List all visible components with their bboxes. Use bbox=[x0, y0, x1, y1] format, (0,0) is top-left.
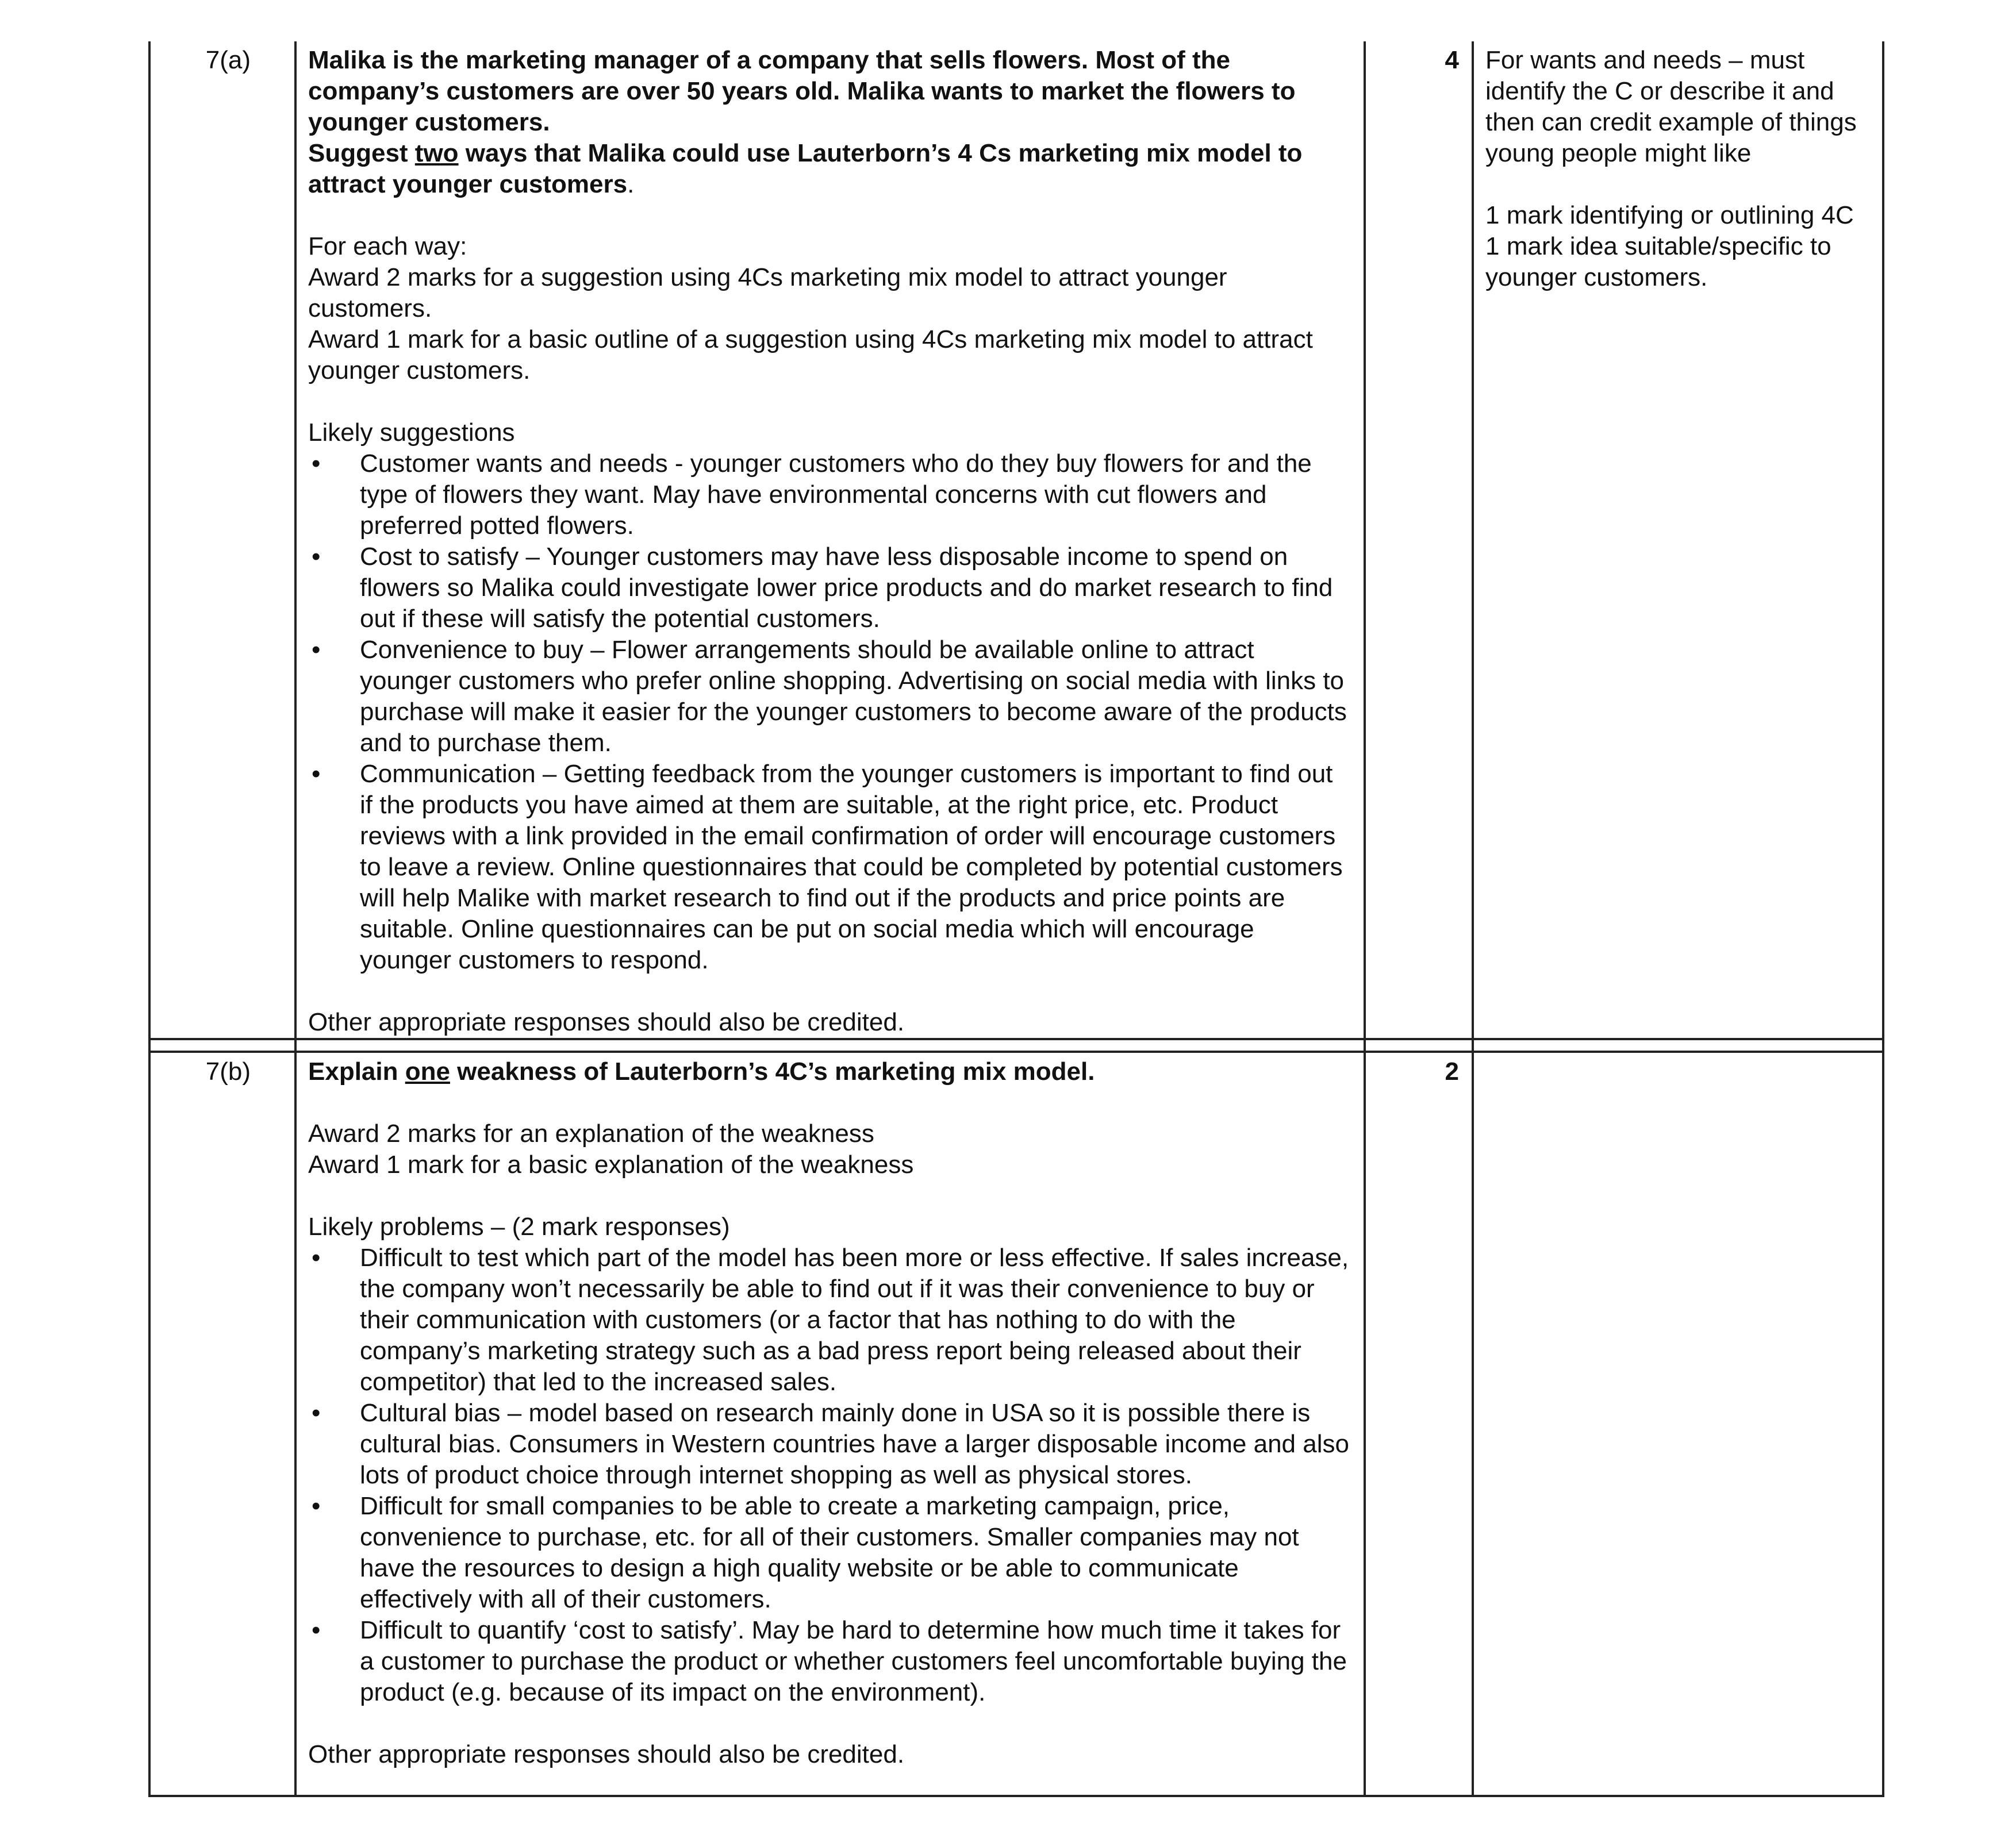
question-row-7a bbox=[149, 41, 1883, 1039]
mark-scheme-table bbox=[148, 41, 1884, 1797]
award-1-mark: Award 1 mark for a basic outline of a suggestion using 4Cs marketing mix model to attract younger customers. bbox=[308, 325, 1313, 384]
marks-value: 4 bbox=[1365, 41, 1473, 1039]
question-stem bbox=[308, 1056, 1351, 1087]
question-task bbox=[308, 138, 1351, 200]
likely-heading: Likely suggestions bbox=[308, 418, 515, 447]
list-item: • Difficult for small companies to be able to create a marketing campaign, price, convenience to purchase, etc. for all of their customers. Smaller companies may not have the resources to design a high quality website or be able to communicate effectively with all of their customers. bbox=[308, 1491, 1351, 1615]
mark-scheme-page bbox=[148, 41, 1882, 1794]
list-item: • Cost to satisfy – Younger customers may have less disposable income to spend on flowers so Malika could investigate lower price products and do market research to find out if these will satisfy the potential customers. bbox=[308, 541, 1351, 634]
question-row-7b bbox=[149, 1052, 1883, 1796]
list-item: • Difficult to test which part of the model has been more or less effective. If sales increase, the company won’t necessarily be able to find out if it was their convenience to buy or their communication with customers (or a factor that has nothing to do with the company’s marketing strategy such as a bad press report being released about their competitor) that led to the increased sales. bbox=[308, 1243, 1351, 1398]
marks-value: 2 bbox=[1365, 1052, 1473, 1796]
question-stem-emphasis: one bbox=[405, 1057, 450, 1086]
answer-cell bbox=[295, 1052, 1365, 1796]
award-2-marks: Award 2 marks for an explanation of the weakness bbox=[308, 1120, 874, 1148]
award-2-marks: Award 2 marks for a suggestion using 4Cs marketing mix model to attract younger customers. bbox=[308, 263, 1227, 322]
question-number: 7(a) bbox=[149, 41, 295, 1039]
likely-heading: Likely problems – (2 mark responses) bbox=[308, 1213, 730, 1241]
list-item: • Convenience to buy – Flower arrangements should be available online to attract younger customers who prefer online shopping. Advertising on social media with links to purchase will make it easier for the younger customers to become aware of the products and to purchase them. bbox=[308, 634, 1351, 759]
list-item: • Customer wants and needs - younger customers who do they buy flowers for and the type of flowers they want. May have environmental concerns with cut flowers and preferred potted flowers. bbox=[308, 448, 1351, 541]
list-item: • Cultural bias – model based on research mainly done in USA so it is possible there is cultural bias. Consumers in Western countries have a larger disposable income and also lots of product choice through internet shopping as well as physical stores. bbox=[308, 1398, 1351, 1491]
question-stem: Malika is the marketing manager of a company that sells flowers. Most of the company’s customers are over 50 years old. Malika wants to market the flowers to younger customers. bbox=[308, 46, 1296, 136]
question-stem-text: weakness of Lauterborn’s 4C’s marketing mix model. bbox=[450, 1057, 1095, 1086]
guidance-cell bbox=[1473, 1052, 1883, 1796]
question-task-text: ways that Malika could use Lauterborn’s 4 Cs marketing mix model to attract younger customers bbox=[308, 139, 1303, 198]
guidance-text: For wants and needs – must identify the C or describe it and then can credit example of things young people might like bbox=[1485, 46, 1857, 167]
question-number: 7(b) bbox=[149, 1052, 295, 1796]
for-each-label: For each way: bbox=[308, 232, 467, 260]
suggestion-list bbox=[308, 448, 1351, 976]
guidance-text: 1 mark idea suitable/specific to younger customers. bbox=[1485, 232, 1831, 291]
other-responses-note: Other appropriate responses should also be credited. bbox=[308, 1008, 905, 1036]
guidance-cell bbox=[1473, 41, 1883, 1039]
award-1-mark: Award 1 mark for a basic explanation of the weakness bbox=[308, 1151, 914, 1179]
guidance-text: 1 mark identifying or outlining 4C bbox=[1485, 201, 1854, 229]
question-task-end: . bbox=[627, 170, 635, 198]
question-stem-text: Explain bbox=[308, 1057, 405, 1086]
problem-list bbox=[308, 1243, 1351, 1708]
list-item: • Difficult to quantify ‘cost to satisfy’. May be hard to determine how much time it takes for a customer to purchase the product or whether customers feel uncomfortable buying the product (e.g. because of its impact on the environment). bbox=[308, 1615, 1351, 1708]
answer-cell bbox=[295, 41, 1365, 1039]
question-task-text: Suggest bbox=[308, 139, 415, 167]
row-separator bbox=[149, 1039, 1883, 1052]
question-task-emphasis: two bbox=[414, 139, 459, 167]
list-item: • Communication – Getting feedback from the younger customers is important to find out if the products you have aimed at them are suitable, at the right price, etc. Product reviews with a link provided in the email confirmation of order will encourage customers to leave a review. Online questionnaires that could be completed by potential customers will help Malike with market research to find out if the products and price points are suitable. Online questionnaires can be put on social media which will encourage younger customers to respond. bbox=[308, 759, 1351, 976]
other-responses-note: Other appropriate responses should also be credited. bbox=[308, 1740, 905, 1768]
